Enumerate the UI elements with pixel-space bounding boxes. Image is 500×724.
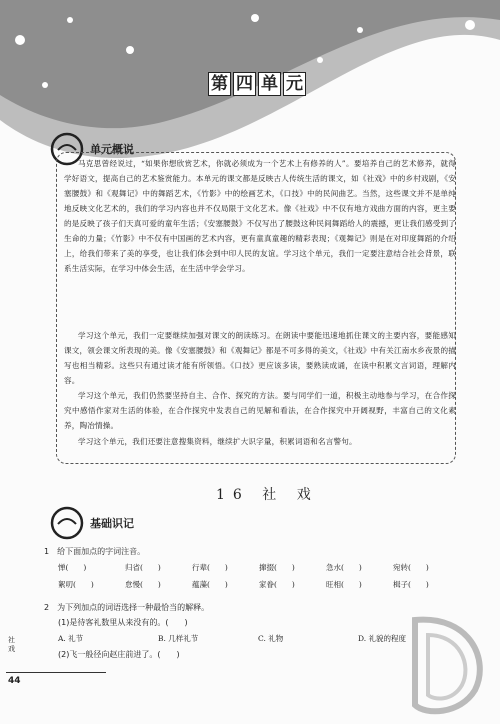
unit-title-char: 元 — [283, 72, 306, 96]
question-2-2: (2)飞一般径向赵庄前进了。( ) — [58, 650, 180, 659]
basics-heading — [50, 506, 134, 540]
pinyin-item[interactable]: 归省( ) — [125, 563, 161, 572]
pinyin-grid — [58, 562, 458, 590]
pinyin-item[interactable]: 楫子( ) — [393, 580, 429, 589]
basics-heading-text: 基础识记 — [90, 517, 134, 530]
question-2: 2 为下列加点的词语选择一种最恰当的解释。 — [44, 603, 210, 612]
overview-paragraph: 马克思曾经说过，“如果你想欣赏艺术，你就必须成为一个艺术上有修养的人”。要培养自己的艺术修养，就得学好语文，提高自己的艺术鉴赏能力。本单元的课文都是反映古人传统生活的课文，如《社戏》中的乡村戏剧，《安塞腰鼓》和《观舞记》中的舞蹈艺术，《竹影》中的绘画艺术，《口技》中的民间曲艺。当然，这些课文并不是单纯地反映文化艺术的，我们的学习内容也并不仅局限于文化艺术。像《社戏》中不仅有地方戏曲方面的内容，更主要的是反映了孩子们天真可爱的童年生活；《安塞腰鼓》不仅写出了腰鼓这种民间舞蹈给人的震撼，更让我们感受到了生命的力量；《竹影》中不仅有中国画的艺术内容，更有童真童趣的精彩表现；《观舞记》则是在对印度舞蹈的介绍上，给我们带来了美的享受，也让我们体会到中印人民的友谊。学习这个单元，我们一定要注意结合社会背景，联系生活实际，在学习中体会生活，在生活中学会学习。 — [64, 159, 456, 273]
overview-paragraph: 学习这个单元，我们一定要继续加强对课文的朗读练习。在朗读中要能迅速地抓住课文的主要内容，要能感知课文，领会课文所表现的美。像《安塞腰鼓》和《观舞记》都是不可多得的美文，《社戏》中有关江南水乡夜景的描写也相当精彩。这些只有通过读才能有所领悟。《口技》更应该多读，要熟读成诵，在读中积累文言词语，理解内容。 — [64, 331, 456, 385]
pinyin-item[interactable]: 急水( ) — [326, 563, 362, 572]
page-number: 44 — [8, 676, 21, 686]
overview-paragraph: 学习这个单元，我们还要注意搜集资料，继续扩大识字量，积累词语和名言警句。 — [78, 437, 357, 446]
pinyin-item[interactable]: 行辈( ) — [192, 563, 228, 572]
pinyin-item[interactable]: 撺掇( ) — [259, 563, 295, 572]
lesson-number: 16 — [216, 487, 250, 503]
pinyin-item[interactable]: 旺相( ) — [326, 580, 362, 589]
unit-title — [208, 72, 306, 96]
question-2-1-options — [58, 633, 458, 644]
decorative-d-letter — [400, 610, 490, 720]
overview-heading-text: 单元概说 — [90, 143, 134, 156]
footer-divider — [6, 672, 106, 673]
lesson-title — [216, 484, 319, 504]
question-1: 1 给下面加点的字词注音。 — [44, 547, 146, 556]
unit-title-char: 单 — [258, 72, 281, 96]
question-2-1: (1)是待客礼数里从来没有的。( ) — [58, 618, 188, 627]
pinyin-item[interactable]: 家眷( ) — [259, 580, 295, 589]
unit-title-char: 四 — [233, 72, 256, 96]
option-a[interactable]: A. 礼节 — [58, 634, 84, 643]
option-c[interactable]: C. 礼物 — [258, 634, 284, 643]
overview-paragraph: 学习这个单元，我们仍然要坚持自主、合作、探究的方法。要与同学们一道，积极主动地参与学习，在合作探究中感悟作家对生活的体验，在合作探究中发表自己的见解和看法，在合作探究中开阔视野，丰富自己的文化素养，陶冶情操。 — [64, 391, 456, 430]
pinyin-item[interactable]: 宛转( ) — [393, 563, 429, 572]
side-label: 社戏 — [8, 636, 15, 653]
option-b[interactable]: B. 几样礼节 — [158, 634, 199, 643]
unit-title-char: 第 — [208, 72, 231, 96]
pinyin-item[interactable]: 蕴藻( ) — [192, 580, 228, 589]
pinyin-item[interactable]: 惮( ) — [58, 563, 87, 572]
pinyin-item[interactable]: 絮叨( ) — [58, 580, 94, 589]
lesson-name: 社 戏 — [262, 487, 319, 503]
option-d[interactable]: D. 礼貌的程度 — [358, 634, 407, 643]
section-logo-icon — [50, 506, 84, 540]
pinyin-item[interactable]: 怠慢( ) — [125, 580, 161, 589]
